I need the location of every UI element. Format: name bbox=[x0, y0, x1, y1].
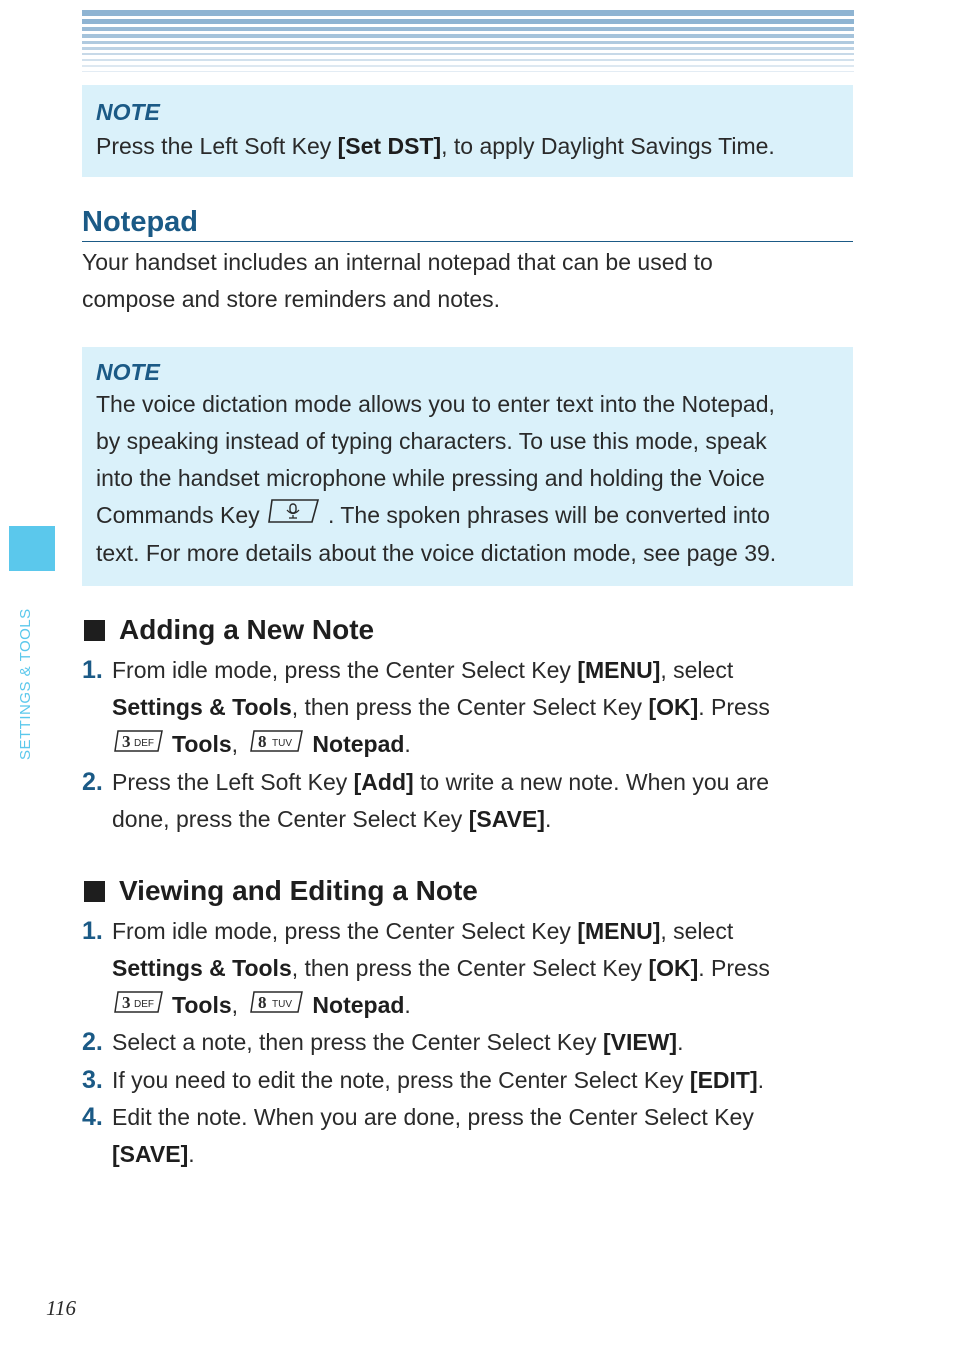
notepad-intro bbox=[82, 244, 853, 318]
section-heading-adding bbox=[84, 614, 374, 646]
step-line: Edit the note. When you are done, press the Center Select Key bbox=[112, 1104, 754, 1130]
step-line: Settings & Tools, then press the Center Select Key [OK]. Press bbox=[112, 694, 770, 720]
svg-text:DEF: DEF bbox=[134, 999, 154, 1011]
step-number: 1. bbox=[82, 656, 103, 684]
viewing-step-3: 3. If you need to edit the note, press the Center Select Key [EDIT]. bbox=[82, 1062, 853, 1099]
step-number: 4. bbox=[82, 1103, 103, 1131]
adding-step-1 bbox=[82, 652, 853, 764]
step-line: Press the Left Soft Key [Add] to write a new note. When you are bbox=[112, 769, 770, 795]
viewing-step-4 bbox=[82, 1099, 853, 1173]
intro-line-2: compose and store reminders and notes. bbox=[82, 286, 501, 312]
svg-text:3: 3 bbox=[122, 732, 131, 752]
step-number: 1. bbox=[82, 917, 103, 945]
step-line: Settings & Tools, then press the Center Select Key [OK]. Press bbox=[112, 955, 770, 981]
note-text-post: , to apply Daylight Savings Time. bbox=[441, 133, 775, 159]
section-heading-adding-text: Adding a New Note bbox=[119, 614, 375, 645]
note-line-3: into the handset microphone while pressing and holding the Voice bbox=[96, 465, 765, 491]
svg-text:3: 3 bbox=[122, 993, 131, 1013]
note-text bbox=[96, 128, 839, 165]
key-8-tuv-icon bbox=[248, 988, 306, 1025]
section-heading-notepad: Notepad bbox=[82, 203, 853, 242]
note-box-dst bbox=[82, 85, 853, 177]
chapter-side-label: SETTINGS & TOOLS bbox=[17, 608, 34, 760]
note-title: NOTE bbox=[96, 359, 160, 385]
svg-text:8: 8 bbox=[258, 993, 267, 1013]
note-text bbox=[96, 386, 839, 572]
header-stripe-band bbox=[82, 10, 854, 76]
note-text-pre: Press the Left Soft Key bbox=[96, 133, 338, 159]
section-heading-viewing bbox=[84, 875, 478, 907]
note-line-4b: . The spoken phrases will be converted into bbox=[328, 502, 770, 528]
step-line: [SAVE]. bbox=[112, 1141, 195, 1167]
set-dst-key-label: [Set DST] bbox=[337, 133, 442, 159]
viewing-step-2: 2. Select a note, then press the Center Select Key [VIEW]. bbox=[82, 1024, 853, 1061]
page-number: 116 bbox=[46, 1296, 76, 1320]
note-line-1: The voice dictation mode allows you to enter text into the Notepad, bbox=[96, 391, 775, 417]
note-line-4a: Commands Key bbox=[96, 502, 267, 528]
svg-text:8: 8 bbox=[258, 732, 267, 752]
voice-commands-key-icon bbox=[266, 498, 322, 535]
square-bullet-icon bbox=[84, 620, 105, 641]
svg-text:DEF: DEF bbox=[134, 738, 154, 750]
intro-line-1: Your handset includes an internal notepad that can be used to bbox=[82, 249, 713, 275]
chapter-side-tab bbox=[9, 526, 55, 571]
step-number: 3. bbox=[82, 1066, 103, 1094]
key-3-def-icon bbox=[112, 727, 166, 764]
note-line-2: by speaking instead of typing characters. To use this mode, speak bbox=[96, 428, 767, 454]
svg-text:TUV: TUV bbox=[272, 738, 293, 750]
step-line: done, press the Center Select Key [SAVE]. bbox=[112, 806, 552, 832]
note-title: NOTE bbox=[96, 99, 160, 125]
viewing-step-1 bbox=[82, 913, 853, 1025]
step-line: From idle mode, press the Center Select Key [MENU], select bbox=[112, 657, 734, 683]
step-number: 2. bbox=[82, 768, 103, 796]
key-3-def-icon bbox=[112, 988, 166, 1025]
note-box-voice-dictation bbox=[82, 347, 853, 586]
step-line: From idle mode, press the Center Select Key [MENU], select bbox=[112, 918, 734, 944]
note-line-5: text. For more details about the voice dictation mode, see page 39. bbox=[96, 540, 777, 567]
key-8-tuv-icon bbox=[248, 727, 306, 764]
step-line: 3 DEF Tools, 8 TUV Notepad. bbox=[112, 726, 853, 764]
step-number: 2. bbox=[82, 1028, 103, 1056]
section-heading-viewing-text: Viewing and Editing a Note bbox=[119, 875, 478, 906]
step-line: 3 DEF Tools, 8 TUV Notepad. bbox=[112, 987, 853, 1025]
square-bullet-icon bbox=[84, 881, 105, 902]
adding-step-2 bbox=[82, 764, 853, 838]
note-line-4 bbox=[96, 497, 839, 535]
svg-text:TUV: TUV bbox=[272, 999, 293, 1011]
